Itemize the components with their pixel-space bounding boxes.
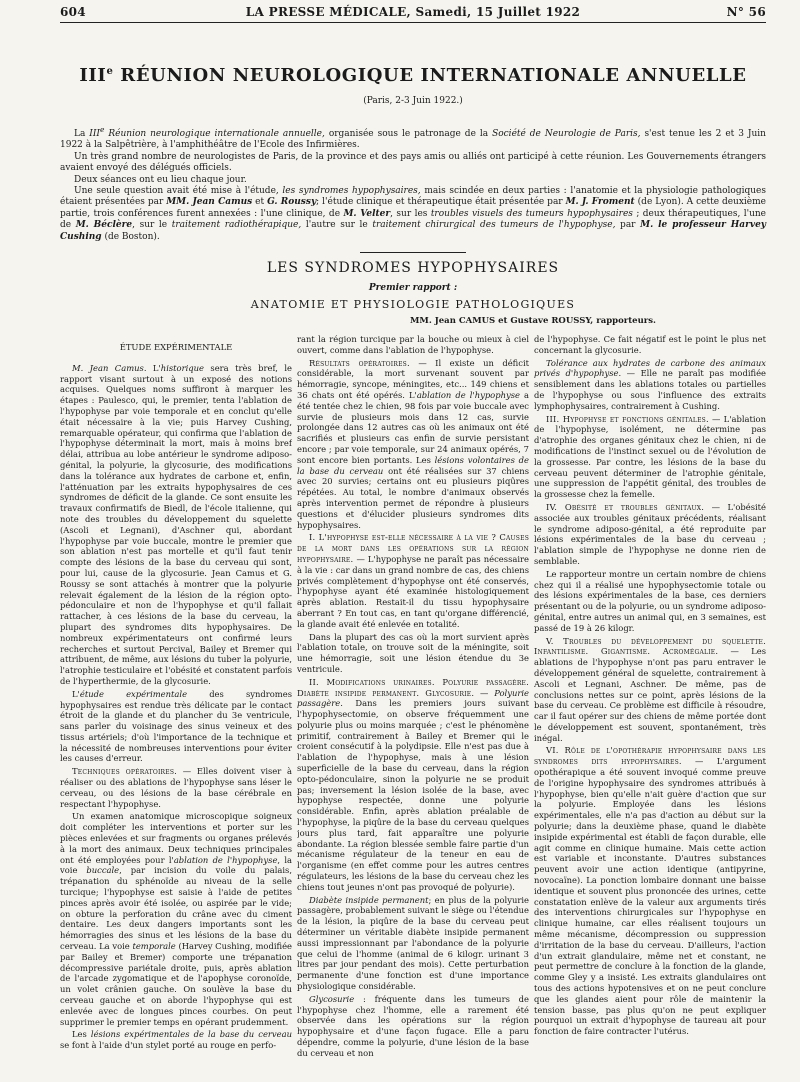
running-header bbox=[60, 5, 766, 21]
paragraph: VI. Rôle de l'opothérapie hypophysaire dans les syndromes dits hypophysaires. — L'argument opothérapique a été souvent invoqué comme preuve de l'origine hypophysaire des syndromes attribués à l'hypophyse, bien qu'elle n'ait guère d'action que sur la polyurie. Employée dans les lésions expérimentales, elle n'a pas d'action au début sur la polyurie; dans la deuxième phase, quand le diabète insipide expérimental est établi de façon durable, elle agit comme en clinique humaine. Mais cette action est variable et inconstante. D'autres substances peuvent avoir une action identique (antipyrine, novocaïne). La ponction lombaire donnant une baisse identique et souvent plus prononcée des urines, cette constatation enlève de la valeur aux arguments tirés des interventions chirurgicales sur l'hypophyse en clinique humaine, car elles réalisent toujours un même mécanisme, décompression ou suppression d'irritation de la base du cerveau. D'ailleurs, l'action d'un extrait glandulaire, même net et constant, ne peut permettre de conclure à la fonction de la glande, comme Gley y a insisté. Les extraits glandulaires ont tous des actions hypotensives et on ne peut conclure que les glandes aient pour rôle de maintenir la tension basse, pas plus qu'on ne peut expliquer pourquoi un extrait d'hypophyse de taureau ait pour fonction de faire contracter l'utérus. bbox=[534, 745, 766, 1037]
intro-paragraph: Deux séances ont eu lieu chaque jour. bbox=[74, 174, 247, 185]
paragraph: IV. Obésité et troubles génitaux. — L'obésité associée aux troubles génitaux précédents, réalisant le syndrome adiposo-génital, a été reproduite par lésions expérimentales de la base du cerveau ; l'ablation simple de l'hypophyse ne donne rien de semblable. bbox=[534, 501, 766, 566]
paragraph: III. Hypophyse et fonctions génitales. — L'ablation de l'hypophyse, isolément, ne détermine pas d'atrophie des organes génitaux chez le chien, ni de modifications de l'instinct sexuel ou de l'évolution de la grossesse. Par contre, les lésions de la base du cerveau peuvent déterminer de l'atrophie génitale, une suppression de l'appétit génital, des troubles de la grossesse chez la femelle. bbox=[534, 413, 766, 500]
paragraph: II. Modifications urinaires. Polyurie passagère. Diabète insipide permanent. Glycosurie. — Polyurie passagère. Dans les premiers jours suivant l'hypophysectomie, on observe fréquemment une polyurie plus ou moins marquée ; c'est le phénomène primitif, contrairement à Bailey et Bremer qui le croient consécutif à la polydipsie. Elle n'est pas due à l'ablation de l'hypophyse, mais à une lésion superficielle de la base du cerveau, dans la région opto-pédonculaire, sinon la polyurie ne se produit pas; inversement la lésion isolée de la base, avec hypophyse respectée, donne une polyurie considérable. Enfin, après ablation préalable de l'hypophyse, la piqûre de la base du cerveau quelques jours plus tard, fait apparaître une polyurie abondante. La région blessée semble faire partie d'un mécanisme régulateur de la teneur en eau de l'organisme (en effet comme pour les autres centres régulateurs, les lésions de la base du cerveau chez les chiens tout jeunes n'ont pas provoqué de polyurie). bbox=[297, 676, 529, 892]
text-column-2 bbox=[297, 334, 529, 1074]
paragraph: Tolérance aux hydrates de carbone des animaux privés d'hypophyse. — Elle ne paraît pas modifiée sensiblement dans les ablations totales ou partielles de l'hypophyse ou sous l'influence des extraits lymphophysaires, contrairement à Cushing. bbox=[534, 357, 766, 411]
paragraph: Techniques opératoires. — Elles doivent viser à réaliser ou des ablations de l'hypophyse sans léser le cerveau, ou des lésions de la base cérébrale en respectant l'hypophyse. bbox=[60, 766, 292, 809]
journal-header-title: LA PRESSE MÉDICALE, Samedi, 15 Juillet 1922 bbox=[245, 5, 581, 19]
paragraph: rant la région turcique par la bouche ou mieux à ciel ouvert, comme dans l'ablation de l'hypophyse. bbox=[297, 334, 529, 355]
intro-text bbox=[60, 124, 766, 243]
paragraph: Diabète insipide permanent; en plus de la polyurie passagère, probablement suivant le siège ou l'étendue de la lésion, la piqûre de la base du cerveau peut déterminer un véritable diabète insipide permanent aussi impressionnant par l'abondance de la polyurie que celui de l'homme (animal de 6 kilogr. urinant 3 litres par jour pendant des mois). Cette perturbation permanente d'une fonction est d'une importance physiologique considérable. bbox=[297, 894, 529, 992]
paragraph: M. Jean Camus. L'historique sera très bref, le rapport visant surtout à un exposé des notions acquises. Quelques noms suffiront à marquer les étapes : Paulesco, qui, le premier, tenta l'ablation de l'hypophyse par voie temporale et en conclut qu'elle était nécessaire à la vie; puis Harvey Cushing, remarquable opérateur, qui confirma que l'ablation de l'hypophyse déterminait la mort, mais à moins bref délai, attribua au lobe antérieur le syndrome adiposo-génital, la polyurie, la glycosurie, des modifications dans la tolérance aux hydrates de carbone et, enfin, l'atténuation par les extraits hypophysaires de ces syndromes de déficit de la glande. Ce sont ensuite les travaux confirmatifs de Biedl, de l'école italienne, qui note des troubles du développement du squelette (Ascoli et Legnani), d'Aschner qui, abordant l'hypophyse par voie buccale, montre le premier que son ablation n'est pas mortelle et qu'il faut tenir compte des lésions de la base du cerveau qui sont, pour lui, cause de la glycosurie. Jean Camus et G. Roussy se sont attachés à montrer que la polyurie relevait également de la lésion de la région opto-pédonculaire et non de l'hypophyse et qu'il fallait rattacher, à ces lésions de la base du cerveau, la plupart des syndromes dits hypophysaires. De nombreux expérimentateurs ont confirmé leurs recherches et surtout Percival, Bailey et Bremer qui attribuent, de même, aux lésions du tuber la polyurie, l'atrophie testiculaire et l'obésité et constatent parfois de l'hyperthermie, de la glycosurie. bbox=[60, 362, 292, 686]
paragraph: de l'hypophyse. Ce fait négatif est le point le plus net concernant la glycosurie. bbox=[534, 334, 766, 355]
issue-number: N° 56 bbox=[726, 5, 766, 19]
intro-paragraph: Un très grand nombre de neurologistes de Paris, de la province et des pays amis ou alliés ont participé à cette réunion. Les Gouvernements étrangers avaient envoyé des délégués officiels. bbox=[60, 151, 766, 174]
column-heading: ÉTUDE EXPÉRIMENTALE bbox=[119, 342, 233, 352]
page-title: IIIe RÉUNION NEUROLOGIQUE INTERNATIONALE ANNUELLE bbox=[79, 65, 747, 86]
report-authors: MM. Jean CAMUS et Gustave ROUSSY, rapporteurs. bbox=[410, 316, 656, 326]
report-label: Premier rapport : bbox=[368, 283, 458, 293]
section-subtitle: ANATOMIE ET PHYSIOLOGIE PATHOLOGIQUES bbox=[250, 298, 576, 311]
place-date: (Paris, 2-3 Juin 1922.) bbox=[363, 96, 463, 106]
header-rule bbox=[60, 22, 766, 23]
paragraph: Le rapporteur montre un certain nombre de chiens chez qui il a réalisé une hypophysectomie totale ou des lésions expérimentales de la base, ces derniers présentant ou de la polyurie, ou un syndrome adiposo-génital, entre autres un animal qui, en 3 semaines, est passé de 19 à 26 kilogr. bbox=[534, 568, 766, 633]
paragraph: Un examen anatomique microscopique soigneux doit compléter les interventions et porter sur les pièces enlevées et sur fragments ou organes prélevés à la mort des animaux. Deux techniques principales ont été employées pour l'ablation de l'hypophyse, la voie buccale, par incision du voile du palais, trépanation du sphénoïde au niveau de la selle turcique; l'hypophyse est saisie à l'aide de petites pinces après avoir été isolée, ou aspirée par le vide; on obture la perforation du crâne avec du ciment dentaire. Les deux dangers importants sont les hémorragies des sinus et les lésions de la base du cerveau. La voie temporale (Harvey Cushing, modifiée par Bailey et Bremer) comporte une trépanation décompressive pariétale droite, puis, après ablation de l'arcade zygomatique et de l'apophyse coronoïde, un volet crânien gauche. On soulève la base du cerveau gauche et on aborde l'hypophyse qui est enlevée avec de longues pinces courbes. On peut supprimer le premier temps en opérant prudemment. bbox=[60, 811, 292, 1027]
paragraph: Dans la plupart des cas où la mort survient après l'ablation totale, on trouve soit de la méningite, soit une hémorragie, soit une lésion étendue du 3e ventricule. bbox=[297, 631, 529, 674]
section-title: LES SYNDROMES HYPOPHYSAIRES bbox=[266, 260, 560, 276]
paragraph: V. Troubles du développement du squelette. Infantilisme. Gigantisme. Acromégalie. — Les ablations de l'hypophyse n'ont pas paru entraver le développement général de squelette, contrairement à Ascoli et Legnani, Aschner. De même, pas de conclusions nettes sur ce point, après lésions de la base du cerveau. Ce problème est difficile à résoudre, car il faut opérer sur des chiens de même portée dont le développement est souvent, spontanément, très inégal. bbox=[534, 635, 766, 743]
text-column-3 bbox=[534, 334, 766, 1074]
text-column-1 bbox=[60, 334, 292, 1074]
paragraph: I. L'hypophyse est-elle nécessaire à la vie ? Causes de la mort dans les opérations sur la région hypophysaire. — L'hypophyse ne paraît pas nécessaire à la vie : car dans un grand nombre de cas, des chiens privés complètement d'hypophyse ont été conservés, l'hypophyse ayant été examinée histologiquement après ablation. Restait-il du tissu hypophysaire aberrant ? En tout cas, en tant qu'organe différencié, la glande avait été enlevée en totalité. bbox=[297, 532, 529, 629]
page-number: 604 bbox=[60, 5, 86, 19]
paragraph: Glycosurie : fréquente dans les tumeurs de l'hypophyse chez l'homme, elle a rarement été observée dans les opérations sur la région hypophysaire et d'une façon fugace. Elle a paru dépendre, comme la polyurie, d'une lésion de la base du cerveau et non bbox=[297, 993, 529, 1058]
paragraph: Les lésions expérimentales de la base du cerveau se font à l'aide d'un stylet porté au rouge en perfo- bbox=[60, 1029, 292, 1051]
intro-paragraph: La IIIe Réunion neurologique internationale annuelle, organisée sous le patronage de la Société de Neurologie de Paris, s'est tenue les 2 et 3 Juin 1922 à la Salpêtrière, à l'amphithéâtre de l'Ecole des Infirmières. bbox=[60, 125, 766, 151]
intro-paragraph: Une seule question avait été mise à l'étude, les syndromes hypophysaires, mais scindée en deux parties : l'anatomie et la physiologie pathologiques étaient présentées par MM. Jean Camus et G. Roussy; l'étude clinique et thérapeutique était présentée par M. J. Froment (de Lyon). A cette deuxième partie, trois conférences furent annexées : l'une clinique, de M. Velter, sur les troubles visuels des tumeurs hypophysaires ; deux thérapeutiques, l'une de M. Béclère, sur le traitement radiothérapique, l'autre sur le traitement chirurgical des tumeurs de l'hypophyse, par M. le professeur Harvey Cushing (de Boston). bbox=[60, 186, 767, 242]
section-divider bbox=[360, 252, 466, 253]
paragraph: Résultats opératoires. — Il existe un déficit considérable, la mort survenant souvent par hémorragie, syncope, méningites, etc... 149 chiens et 36 chats ont été opérés. L'ablation de l'hypophyse a été tentée chez le chien, 98 fois par voie buccale avec survie de plusieurs mois dans 12 cas, survie prolongée dans 12 autres cas où les animaux ont été sacrifiés et plusieurs cas enfin de survie persistant encore ; par voie temporale, sur 24 animaux opérés, 7 sont encore bien portants. Les lésions volontaires de la base du cerveau ont été réalisées sur 37 chiens avec 20 survies; certains ont eu plusieurs piqûres répétées. Au total, le nombre d'animaux observés après intervention permet de répondre à plusieurs questions et d'élucider plusieurs syndromes dits hypophysaires. bbox=[297, 357, 529, 530]
paragraph: L'étude expérimentale des syndromes hypophysaires est rendue très délicate par le contact étroit de la glande et du plancher du 3e ventricule, sans parler du voisinage des sinus veineux et des tissus artériels; d'où l'importance de la technique et la nécessité de nombreuses interventions pour éviter les causes d'erreur. bbox=[60, 688, 292, 764]
